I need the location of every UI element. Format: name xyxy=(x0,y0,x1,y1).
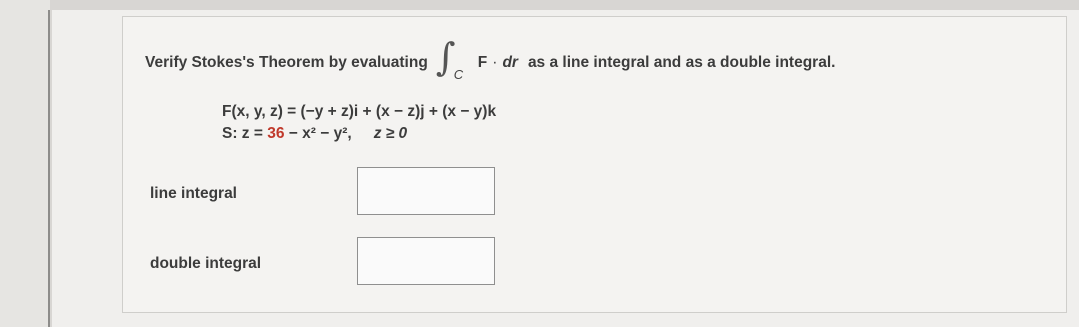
integrand xyxy=(478,54,518,72)
surface-condition: z ≥ 0 xyxy=(373,125,408,142)
left-border-line xyxy=(48,10,50,327)
problem-definitions xyxy=(222,101,496,145)
integral-subscript: C xyxy=(453,67,464,82)
surface-equation xyxy=(222,123,496,145)
double-integral-input[interactable] xyxy=(358,238,498,286)
prompt-text-after: as a line integral and as a double integral. xyxy=(527,54,836,71)
question-panel xyxy=(52,10,1079,327)
question-card xyxy=(122,16,1067,313)
integrand-dot: · xyxy=(492,54,498,71)
integrand-F: F xyxy=(477,54,488,71)
prompt-text-before: Verify Stokes's Theorem by evaluating xyxy=(145,54,428,71)
integrand-dr: dr xyxy=(502,54,518,71)
surface-rest: − x² − y², xyxy=(284,125,352,142)
double-integral-answer-box[interactable] xyxy=(357,237,495,285)
line-integral-symbol xyxy=(435,35,476,83)
vector-field-equation: F(x, y, z) = (−y + z)i + (x − z)j + (x − y)k xyxy=(222,103,497,120)
double-integral-label: double integral xyxy=(150,255,262,272)
question-prompt xyxy=(145,35,836,83)
integral-sign: ∫ xyxy=(435,35,456,79)
left-margin xyxy=(0,0,50,327)
surface-prefix: S: z = xyxy=(222,125,268,142)
surface-constant: 36 xyxy=(267,125,285,142)
line-integral-input[interactable] xyxy=(358,168,498,216)
line-integral-label: line integral xyxy=(150,185,237,202)
line-integral-answer-box[interactable] xyxy=(357,167,495,215)
